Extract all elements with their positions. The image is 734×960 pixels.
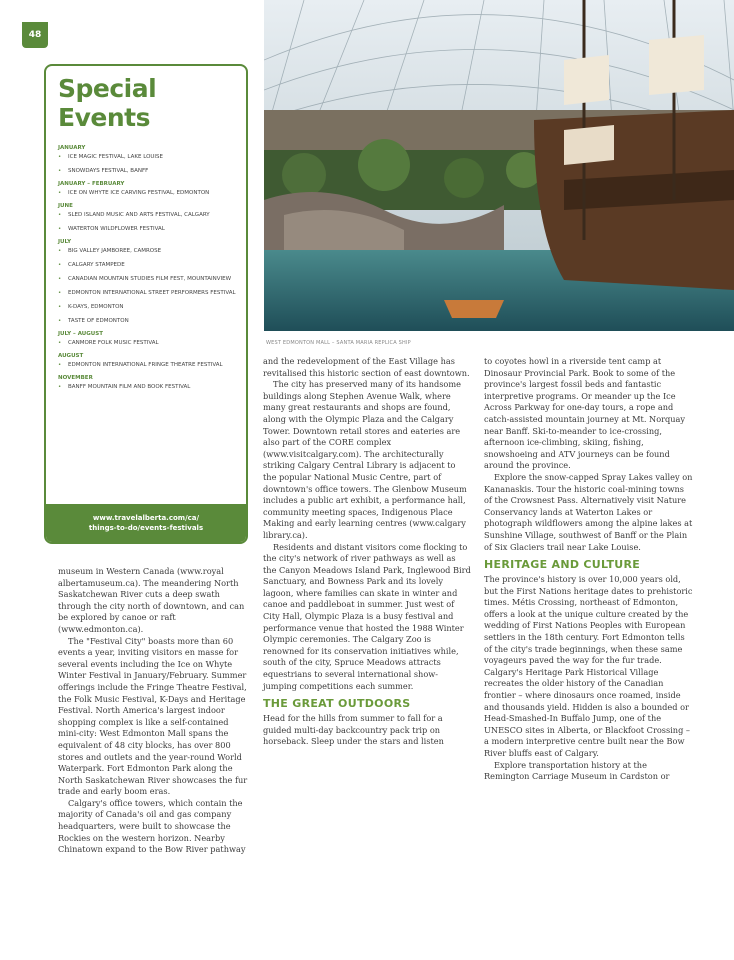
event-month: JULY – AUGUST	[58, 331, 103, 337]
special-events-sidebar	[44, 64, 248, 544]
event-item: • EDMONTON INTERNATIONAL FRINGE THEATRE FESTIVAL	[58, 361, 238, 369]
body-paragraph: The "Festival City" boasts more than 60 events a year, inviting visitors en masse for several events including the Ice on Whyte Winter Festival in January/February. Summer offerings include the Fringe Theatre Festival, the Folk Music Festival, K-Days and Heritage Festival. North America's largest indoor shopping complex is like a self-contained mini-city: West Edmonton Mall spans the equivalent of 48 city blocks, has over 800 stores and outlets and the year-round World Waterpark. Fort Edmonton Park along the North Saskatchewan River showcases the fur trade and early boom eras.	[58, 635, 248, 797]
body-paragraph: to coyotes howl in a riverside tent camp at Dinosaur Provincial Park. Book to some of the province's largest fossil beds and fantastic interpretive programs. Or meander up the Ice Across Parkway for one-day tours, a rope and catch-assisted mountain journey at Mt. Norquay near Banff. Ski-to-meander to ice-crossing, afternoon ice-climbing, skiing, fishing, snowshoeing and ATV journeys can be found around the province.	[484, 356, 686, 471]
body-paragraph: Calgary's office towers, which contain the majority of Canada's oil and gas company headquarters, were built to showcase the Rockies on the western horizon. Nearby Chinatown expand to the Bow River pathway	[58, 797, 246, 855]
column-right	[484, 356, 694, 783]
section-heading: THE GREAT OUTDOORS	[263, 697, 411, 711]
events-link-line-1[interactable]: www.travelalberta.com/ca/	[92, 514, 200, 522]
body-paragraph: The city has preserved many of its handsome buildings along Stephen Avenue Walk, where many great restaurants and shops are found, along with the Olympic Plaza and the Calgary Tower. Downtown retail stores and eateries are also part of the CORE complex (www.visitcalgary.com). The architecturally striking Calgary Central Library is adjacent to the popular National Music Centre, part of downtown's office towers. The Glenbow Museum includes a public art exhibit, a performance hall, community meeting spaces, Indigenous Place Making and early learning centres (www.calgary library.ca).	[263, 379, 467, 540]
column-middle	[263, 356, 471, 748]
sidebar-title: Special Events	[58, 74, 157, 132]
events-list	[46, 132, 246, 391]
body-paragraph: The province's history is over 10,000 years old, but the First Nations heritage dates to prehistoric times. Métis Crossing, northeast of Edmonton, offers a look at the unique culture created by the wedding of First Nations Peoples with European settlers in the 18th century. Fort Edmonton tells of the city's trade beginnings, when these same voyageurs paved the way for the fur trade. Calgary's Heritage Park Historical Village recreates the older history of the Canadian frontier – where dinosaurs once roamed, inside and thousands yield. Hidden is also a bounded or Head-Smashed-In Buffalo Jump, one of the UNESCO sites in Alberta, or Blackfoot Crossing – a modern interpretive centre built near the Bow River bluffs east of Calgary.	[484, 574, 693, 758]
body-paragraph: museum in Western Canada (www.royal albertamuseum.ca). The meandering North Saskatchewan River cuts a deep swath through the city north of downtown, and can be explored by canoe or raft (www.edmonton.ca).	[58, 566, 245, 634]
pirate-ship-photo-icon	[264, 0, 734, 331]
event-month: JANUARY	[58, 145, 86, 151]
event-item: • CANADIAN MOUNTAIN STUDIES FILM FEST, MOUNTAINVIEW	[58, 275, 238, 283]
sidebar-footer	[46, 504, 246, 542]
body-paragraph: Explore transportation history at the Remington Carriage Museum in Cardston or	[484, 759, 670, 782]
event-item: • WATERTON WILDFLOWER FESTIVAL	[58, 225, 238, 233]
event-item: • ICE MAGIC FESTIVAL, LAKE LOUISE	[58, 153, 238, 161]
event-month: NOVEMBER	[58, 375, 93, 381]
body-paragraph: and the redevelopment of the East Village has revitalised this historic section of east downtown.	[263, 356, 470, 378]
event-item: • CANMORE FOLK MUSIC FESTIVAL	[58, 339, 238, 347]
event-month: JANUARY – FEBRUARY	[58, 181, 125, 187]
event-item: • BANFF MOUNTAIN FILM AND BOOK FESTIVAL	[58, 383, 238, 391]
page-number-tab	[22, 22, 48, 48]
event-item: • K-DAYS, EDMONTON	[58, 303, 238, 311]
event-item: • ICE ON WHYTE ICE CARVING FESTIVAL, EDMONTON	[58, 189, 238, 197]
page-number: 48	[28, 30, 42, 40]
event-item: • EDMONTON INTERNATIONAL STREET PERFORMERS FESTIVAL	[58, 289, 238, 297]
event-item: • SNOWDAYS FESTIVAL, BANFF	[58, 167, 238, 175]
event-month: AUGUST	[58, 353, 84, 359]
events-link-line-2[interactable]: things-to-do/events-festivals	[88, 524, 204, 532]
column-left	[58, 566, 248, 856]
event-month: JULY	[58, 239, 72, 245]
event-item: • TASTE OF EDMONTON	[58, 317, 238, 325]
west-edmonton-mall-photo	[264, 0, 734, 331]
event-item: • BIG VALLEY JAMBOREE, CAMROSE	[58, 247, 238, 255]
section-heading: HERITAGE AND CULTURE	[484, 558, 641, 572]
event-month: JUNE	[58, 203, 73, 209]
body-paragraph: Residents and distant visitors come flocking to the city's network of river pathways as well as the Canyon Meadows Island Park, Inglewood Bird Sanctuary, and Bowness Park and its lovely lagoon, where families can skate in winter and canoe and paddleboat in summer. Just west of City Hall, Olympic Plaza is a busy festival and performance venue that hosted the 1988 Winter Olympic ceremonies. The Calgary Zoo is renowned for its conservation initiatives while, south of the city, Spruce Meadows attracts equestrians to several international show-jumping competitions each summer.	[263, 541, 471, 691]
photo-caption: WEST EDMONTON MALL – SANTA MARIA REPLICA SHIP	[266, 340, 411, 346]
event-item: • CALGARY STAMPEDE	[58, 261, 238, 269]
body-paragraph: Head for the hills from summer to fall for a guided multi-day backcountry pack trip on horseback. Sleep under the stars and listen	[263, 713, 444, 747]
event-item: • SLED ISLAND MUSIC AND ARTS FESTIVAL, CALGARY	[58, 211, 238, 219]
body-paragraph: Explore the snow-capped Spray Lakes valley on Kananaskis. Tour the historic coal-mining towns of the Crowsnest Pass. Alternatively visit Nature Conservancy lands at Waterton Lakes or photograph wildflowers among the alpine lakes at Sunshine Village, southwest of Banff or the Plain of Six Glaciers trail near Lake Louise.	[484, 471, 693, 552]
